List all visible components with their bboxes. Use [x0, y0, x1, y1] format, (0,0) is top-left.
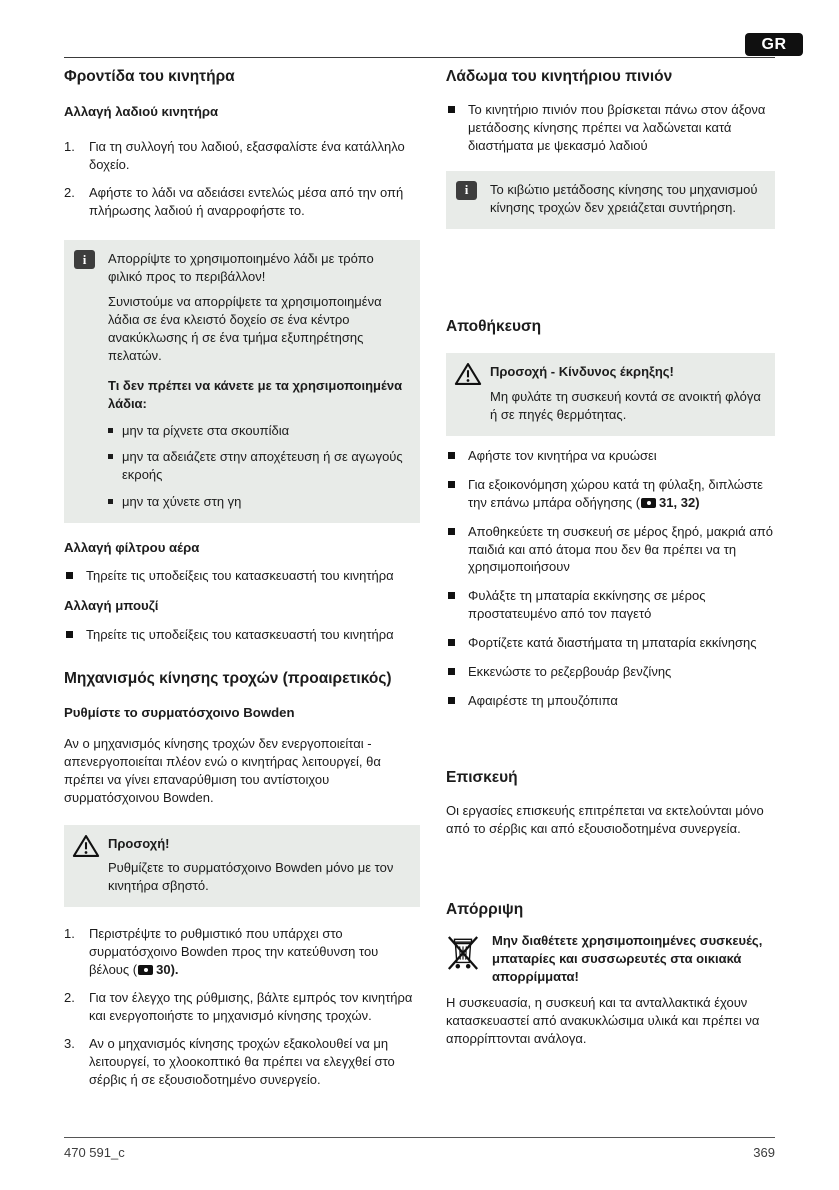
list-item	[446, 587, 775, 623]
list-item	[446, 447, 775, 465]
list-item-text: μην τα αδειάζετε στην αποχέτευση ή σε αγωγούς εκροής	[122, 449, 403, 483]
info-box-body: Συνιστούμε να απορρίψετε τα χρησιμοποιημένα λάδια σε ένα κλειστό δοχείο σε ένα κέντρο ανακύκλωσης ή σε ένα τμήμα εξυπηρέτησης πελατών.	[108, 293, 382, 363]
list-item	[108, 448, 408, 484]
step-number: 1.	[64, 139, 75, 155]
section-heading-repair: Επισκευή	[446, 769, 518, 787]
list-item-text: μην τα ρίχνετε στα σκουπίδια	[122, 422, 290, 438]
list-item-text: Φορτίζετε κατά διαστήματα τη μπαταρία εκκίνησης	[468, 635, 757, 651]
warning-box-bowden	[64, 825, 420, 908]
info-icon: i	[456, 181, 477, 200]
warning-title: Προσοχή!	[108, 835, 170, 851]
info-box-text: Το κιβώτιο μετάδοσης κίνησης του μηχανισμού κίνησης τροχών δεν χρειάζεται συντήρηση.	[490, 181, 758, 215]
step-text: Για τη συλλογή του λαδιού, εξασφαλίστε ένα κατάλληλο δοχείο.	[89, 139, 405, 173]
subheading-spark-plug: Αλλαγή μπουζί	[64, 598, 159, 614]
list-item	[108, 493, 408, 511]
page-columns	[64, 57, 775, 1089]
step-text-pre: Περιστρέψτε το ρυθμιστικό που υπάρχει στο συρματόσχοινο Bowden προς την κατεύθυνση του βέλους (	[89, 926, 379, 978]
page-footer	[64, 1137, 775, 1160]
list-item	[64, 626, 420, 644]
right-column	[446, 57, 775, 1048]
list-item-text: Το κινητήριο πινιόν που βρίσκεται πάνω στον άξονα μετάδοσης κίνησης πρέπει να λαδώνεται κατά διαστήματα με ψεκασμό λαδιού	[468, 102, 766, 154]
small-square-bullet-icon	[108, 499, 113, 504]
crossed-out-bin-icon	[446, 932, 480, 974]
section-heading-disposal: Απόρριψη	[446, 901, 524, 919]
list-item	[446, 663, 775, 681]
section-heading-engine-care: Φροντίδα του κινητήρα	[64, 68, 235, 85]
list-item-text: Αφαιρέστε τη μπουζόπιπα	[468, 693, 618, 709]
warning-title: Προσοχή - Κίνδυνος έκρηξης!	[490, 363, 674, 379]
warning-icon	[72, 834, 100, 858]
section-heading-pinion: Λάδωμα του κινητήριου πινιόν	[446, 68, 673, 85]
wheel-drive-intro: Αν ο μηχανισμός κίνησης τροχών δεν ενεργοποιείται - απενεργοποιείται πλέον ενώ ο κινητήρας λειτουργεί, θα πρέπει να γίνει επαναρύθμιση του αντίστοιχου συρματόσχοινου Bowden.	[64, 735, 381, 805]
camera-lens	[647, 501, 651, 505]
list-item-text: Φυλάξτε τη μπαταρία εκκίνησης σε μέρος προστατευμένο από τον παγετό	[468, 588, 706, 622]
camera-lens	[144, 968, 148, 972]
list-item	[64, 989, 420, 1025]
language-badge: GR	[745, 33, 803, 56]
small-square-bullet-icon	[108, 454, 113, 459]
list-item-text: μην τα χύνετε στη γη	[122, 494, 242, 510]
list-item	[64, 1035, 420, 1089]
info-box-bold-lead: Τι δεν πρέπει να κάνετε με τα χρησιμοποιημένα λάδια:	[108, 377, 403, 411]
list-item-text: Τηρείτε τις υποδείξεις του κατασκευαστή του κινητήρα	[86, 568, 394, 584]
section-heading-storage: Αποθήκευση	[446, 317, 542, 335]
camera-icon	[641, 498, 656, 508]
square-bullet-icon	[448, 481, 455, 488]
square-bullet-icon	[448, 452, 455, 459]
disposal-notice: Μην διαθέτετε χρησιμοποιημένες συσκευές, μπαταρίες και συσσωρευτές στα οικιακά απορρίμματα!	[492, 933, 763, 985]
list-item	[446, 101, 775, 155]
step-text: Αφήστε το λάδι να αδειάσει εντελώς μέσα από την οπή πλήρωσης λαδιού ή αναρροφήστε το.	[89, 185, 404, 219]
list-item	[446, 634, 775, 652]
figure-reference: 30).	[156, 962, 179, 978]
section-heading-wheel-drive: Μηχανισμός κίνησης τροχών (προαιρετικός)	[64, 670, 392, 688]
list-item	[446, 692, 775, 710]
figure-reference: 31, 32)	[659, 494, 700, 510]
step-text: Για τον έλεγχο της ρύθμισης, βάλτε εμπρός τον κινητήρα και ενεργοποιήστε το μηχανισμό κίνησης τροχών.	[89, 990, 413, 1024]
step-number: 1.	[64, 926, 75, 942]
list-item	[446, 523, 775, 577]
list-item-text: Εκκενώστε το ρεζερβουάρ βενζίνης	[468, 664, 672, 680]
list-item-text: Αφήστε τον κινητήρα να κρυώσει	[468, 447, 657, 463]
list-item	[64, 184, 420, 220]
disposal-notice-row	[446, 932, 775, 986]
subheading-air-filter: Αλλαγή φίλτρου αέρα	[64, 540, 200, 556]
square-bullet-icon	[448, 639, 455, 646]
list-item	[108, 422, 408, 440]
list-item-text-pre: Για εξοικονόμηση χώρου κατά τη φύλαξη, διπλώστε την επάνω μπάρα οδήγησης (	[468, 476, 763, 510]
warning-icon	[454, 362, 482, 386]
document-code: 470 591_c	[64, 1145, 125, 1160]
step-number: 2.	[64, 185, 75, 201]
square-bullet-icon	[448, 668, 455, 675]
small-square-bullet-icon	[108, 428, 113, 433]
list-item	[64, 138, 420, 174]
square-bullet-icon	[448, 697, 455, 704]
bowden-adjust-steps	[64, 925, 420, 1089]
warning-body: Μη φυλάτε τη συσκευή κοντά σε ανοικτή φλόγα ή σε πηγές θερμότητας.	[490, 388, 761, 422]
warning-box-storage	[446, 353, 775, 436]
info-box-oil-disposal	[64, 240, 420, 523]
info-box-title: Απορρίψτε το χρησιμοποιημένο λάδι με τρόπο φιλικό προς το περιβάλλον!	[108, 251, 374, 284]
step-text: Αν ο μηχανισμός κίνησης τροχών εξακολουθεί να μη λειτουργεί, το χλοοκοπτικό θα πρέπει να ελεγχθεί στο σέρβις ή σε εξουσιοδοτημένο συνεργείο.	[89, 1036, 395, 1087]
storage-bullets	[446, 447, 775, 710]
warning-body: Ρυθμίζετε το συρματόσχοινο Bowden μόνο με τον κινητήρα σβηστό.	[108, 860, 394, 894]
step-number: 2.	[64, 990, 75, 1006]
list-item-text	[468, 476, 775, 512]
subheading-oil-change: Αλλαγή λαδιού κινητήρα	[64, 104, 219, 120]
list-item	[446, 476, 775, 512]
info-icon: i	[74, 250, 95, 269]
left-column	[64, 57, 420, 1089]
square-bullet-icon	[66, 572, 73, 579]
square-bullet-icon	[66, 631, 73, 638]
square-bullet-icon	[448, 592, 455, 599]
list-item-text: Τηρείτε τις υποδείξεις του κατασκευαστή του κινητήρα	[86, 626, 394, 642]
page-header	[64, 0, 787, 58]
list-item	[64, 567, 420, 585]
info-box-gearbox	[446, 171, 775, 229]
repair-body: Οι εργασίες επισκευής επιτρέπεται να εκτελούνται μόνο από το σέρβις και από εξουσιοδοτημένα συνεργεία.	[446, 803, 764, 837]
info-box-bullets	[108, 422, 408, 512]
list-item	[64, 925, 420, 979]
subheading-bowden-cable: Ρυθμίστε το συρματόσχοινο Bowden	[64, 704, 295, 720]
step-text	[89, 925, 420, 979]
list-item-text: Αποθηκεύετε τη συσκευή σε μέρος ξηρό, μακριά από παιδιά και από άτομα που δεν θα πρέπει να τη χρησιμοποιήσουν	[468, 523, 774, 575]
disposal-body: Η συσκευασία, η συσκευή και τα ανταλλακτικά έχουν κατασκευαστεί από ανακυκλώσιμα υλικά και πρέπει να απορρίπτονται ανάλογα.	[446, 995, 760, 1046]
page-number: 369	[753, 1145, 775, 1160]
oil-change-steps	[64, 138, 420, 220]
step-number: 3.	[64, 1036, 75, 1052]
square-bullet-icon	[448, 528, 455, 535]
camera-icon	[138, 965, 153, 975]
square-bullet-icon	[448, 106, 455, 113]
